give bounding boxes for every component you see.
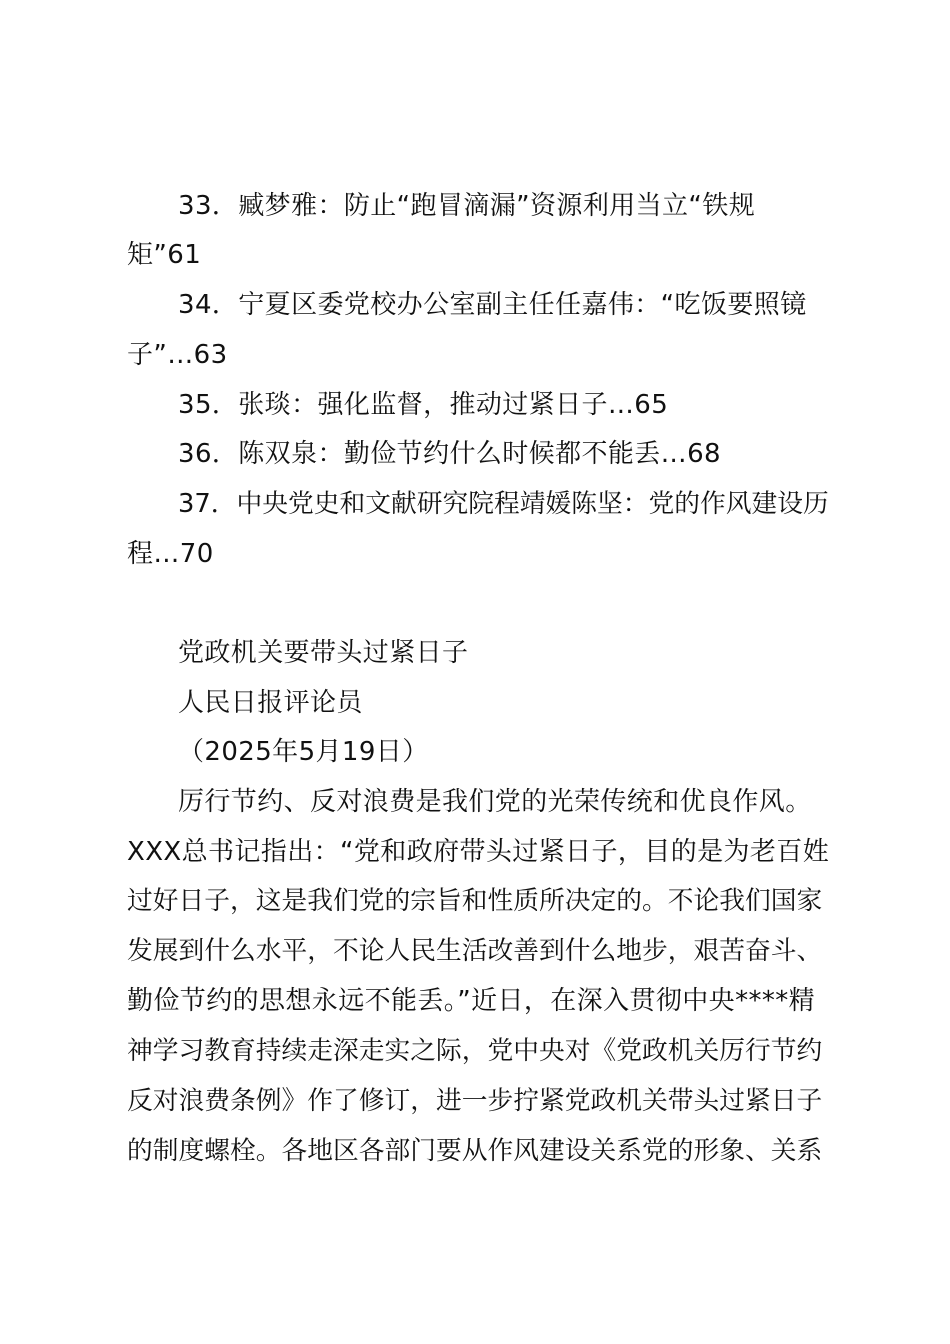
article-title: 党政机关要带头过紧日子 (178, 638, 469, 668)
article-author: 人民日报评论员 (178, 688, 363, 718)
toc-item-33: 33．臧梦雅：防止“跑冒滴漏”资源利用当立“铁规 (178, 191, 756, 221)
toc-item-36: 36．陈双泉：勤俭节约什么时候都不能丢…68 (178, 439, 721, 469)
toc-item-33-continuation: 矩”61 (127, 240, 202, 270)
toc-item-37-continuation: 程…70 (127, 539, 214, 569)
toc-item-35: 35．张琰：强化监督，推动过紧日子…65 (178, 390, 669, 420)
body-line: 发展到什么水平，不论人民生活改善到什么地步，艰苦奋斗、 (127, 936, 823, 966)
article-date: （2025年5月19日） (178, 737, 429, 767)
body-line: 勤俭节约的思想永远不能丢。”近日，在深入贯彻中央****精 (127, 986, 816, 1016)
toc-item-37: 37．中央党史和文献研究院程靖媛陈坚：党的作风建设历 (178, 489, 829, 519)
toc-item-34-continuation: 子”…63 (127, 340, 228, 370)
body-line: XXX总书记指出：“党和政府带头过紧日子，目的是为老百姓 (127, 837, 830, 867)
toc-item-34: 34．宁夏区委党校办公室副主任任嘉伟：“吃饭要照镜 (178, 290, 807, 320)
body-line: 厉行节约、反对浪费是我们党的光荣传统和优良作风。 (178, 787, 812, 817)
body-line: 反对浪费条例》作了修订，进一步拧紧党政机关带头过紧日子 (127, 1086, 823, 1116)
body-line: 过好日子，这是我们党的宗旨和性质所决定的。不论我们国家 (127, 886, 823, 916)
body-line: 神学习教育持续走深走实之际，党中央对《党政机关厉行节约 (127, 1036, 823, 1066)
body-line: 的制度螺栓。各地区各部门要从作风建设关系党的形象、关系 (127, 1136, 823, 1166)
